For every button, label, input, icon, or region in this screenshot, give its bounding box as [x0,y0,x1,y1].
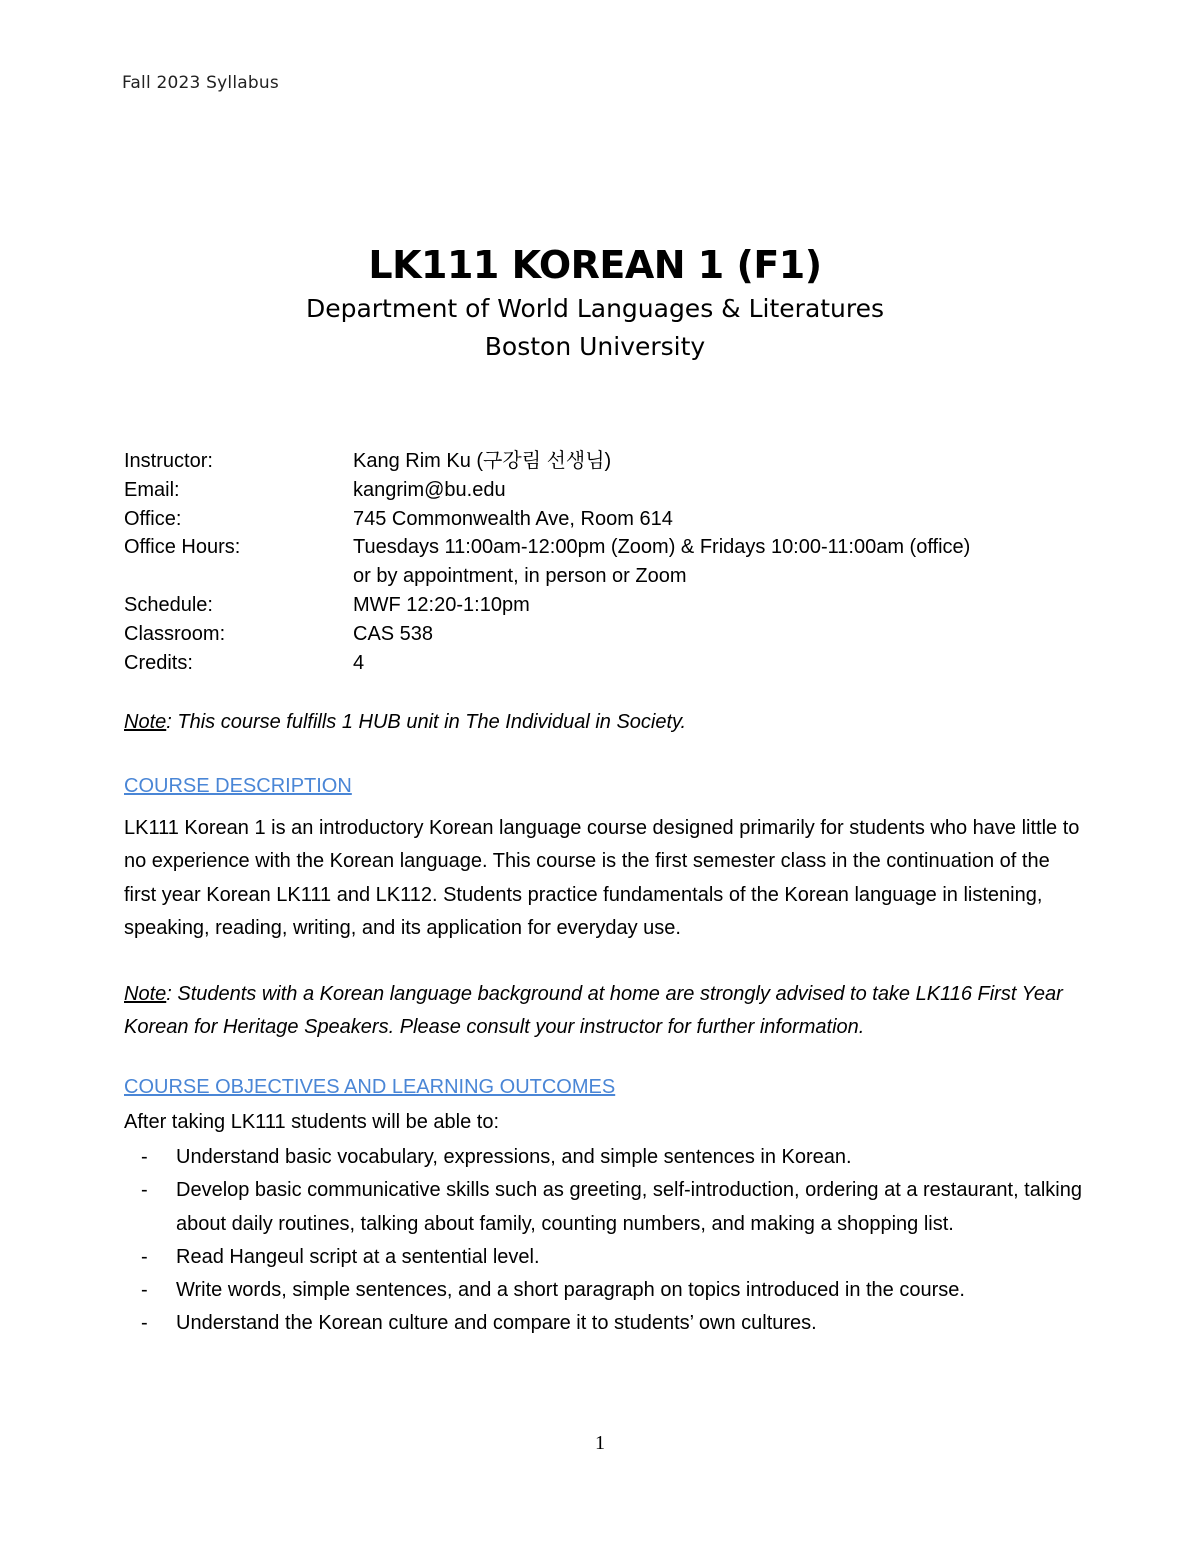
running-header: Fall 2023 Syllabus [122,73,279,93]
course-description-body: LK111 Korean 1 is an introductory Korean language course designed primarily for students who have little to no experience with the Korean language. This course is the first semester class in the continuation of the first year Korean LK111 and LK112. Students practice fundamentals of the Korean language in listening, speaking, reading, writing, and its application for everyday use. [124,817,1080,939]
info-label: Office Hours: [124,536,241,559]
info-row-office-hours-cont [124,562,970,591]
heritage-note [124,978,1084,1045]
info-label: Instructor: [124,450,213,472]
list-item-text: Write words, simple sentences, and a short paragraph on topics introduced in the course. [176,1279,965,1302]
info-value: or by appointment, in person or Zoom [353,565,687,588]
course-description-heading[interactable]: COURSE DESCRIPTION [124,775,352,797]
list-item-text: Understand basic vocabulary, expressions, and simple sentences in Korean. [176,1146,852,1168]
university-name: Boston University [484,332,706,361]
info-label: Schedule: [124,593,213,616]
info-label: Classroom: [124,622,226,645]
info-row-office-hours [124,533,970,562]
info-row-email [124,476,970,505]
list-item [124,1274,1084,1307]
bullet-dash: - [141,1245,148,1268]
page-number: 1 [595,1432,605,1454]
info-value: Kang Rim Ku (구강림 선생님) [353,450,612,472]
email-link[interactable]: kangrim@bu.edu [353,478,506,501]
info-label [124,562,353,591]
department-name: Department of World Languages & Literatures [305,294,885,323]
note-label: Note [124,983,167,1005]
list-item [124,1307,1084,1340]
info-row-instructor [124,447,970,476]
objectives-intro: After taking LK111 students will be able to: [124,1111,500,1133]
bullet-dash: - [141,1146,148,1168]
hub-note [124,711,686,734]
note-text: : This course fulfills 1 HUB unit in The Individual in Society. [166,711,687,733]
list-item-text: Develop basic communicative skills such as greeting, self-introduction, ordering at a restaurant, talking about daily routines, talking about family, counting numbers, and making a shopping list. [176,1179,1082,1235]
info-value: 745 Commonwealth Ave, Room 614 [353,507,673,530]
info-row-office [124,505,970,534]
note-text: : Students with a Korean language background at home are strongly advised to take LK116 First Year Korean for Heritage Speakers. Please consult your instructor for further information. [124,983,1063,1039]
info-value: 4 [353,651,365,674]
course-info-table [124,447,970,677]
course-title: LK111 KOREAN 1 (F1) [368,243,822,287]
bullet-dash: - [141,1279,148,1302]
info-row-schedule [124,591,970,620]
info-row-credits [124,649,970,678]
info-label: Credits: [124,651,193,674]
info-value: CAS 538 [353,622,434,645]
note-label: Note [124,711,167,733]
list-item [124,1174,1084,1241]
info-label: Office: [124,507,182,530]
info-value: MWF 12:20-1:10pm [353,593,530,616]
objectives-list [124,1141,1084,1341]
bullet-dash: - [141,1179,148,1202]
info-row-classroom [124,620,970,649]
info-value: Tuesdays 11:00am-12:00pm (Zoom) & Fridays 10:00-11:00am (office) [353,536,971,559]
bullet-dash: - [141,1312,148,1335]
info-label: Email: [124,478,180,501]
list-item-text: Read Hangeul script at a sentential level. [176,1245,540,1268]
title-block [0,240,1190,366]
list-item [124,1241,1084,1274]
list-item-text: Understand the Korean culture and compare it to students’ own cultures. [176,1312,817,1335]
objectives-heading[interactable]: COURSE OBJECTIVES AND LEARNING OUTCOMES [124,1076,616,1098]
list-item [124,1141,1084,1174]
